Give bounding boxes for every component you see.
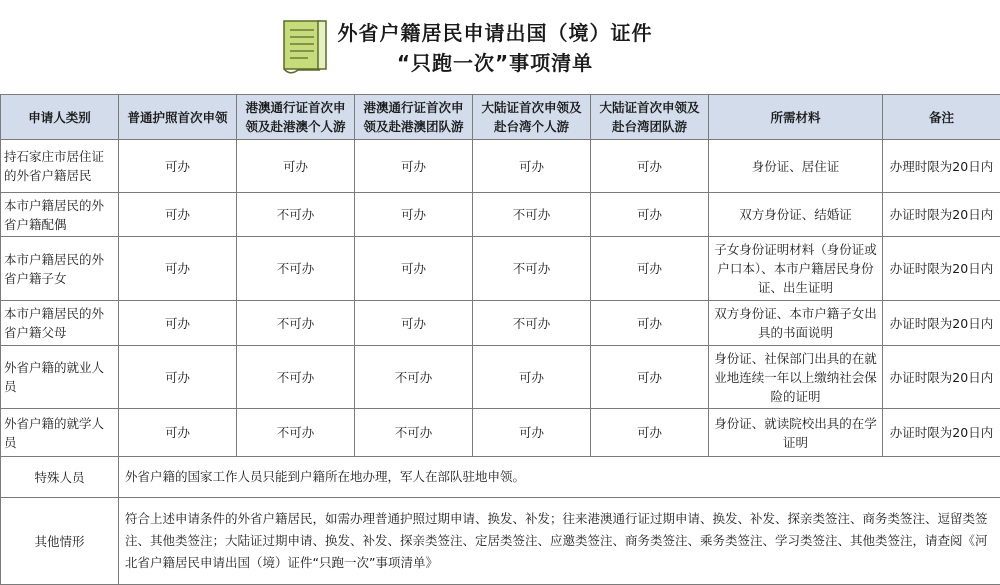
table-cell: 可办	[591, 193, 709, 237]
table-cell: 可办	[119, 237, 237, 301]
table-cell: 可办	[473, 346, 591, 409]
header-materials: 所需材料	[709, 95, 883, 140]
document-scroll-icon	[280, 18, 328, 76]
header-applicant-type: 申请人类别	[1, 95, 119, 140]
materials-cell: 双方身份证、结婚证	[709, 193, 883, 237]
materials-cell: 身份证、社保部门出具的在就业地连续一年以上缴纳社会保险的证明	[709, 346, 883, 409]
table-cell: 不可办	[237, 237, 355, 301]
table-row	[1, 409, 1000, 457]
table-cell: 不可办	[355, 409, 473, 457]
special-personnel-label: 特殊人员	[1, 457, 119, 498]
applicant-type-cell: 外省户籍的就学人员	[1, 409, 119, 457]
table-cell: 可办	[119, 409, 237, 457]
applicant-type-cell: 本市户籍居民的外省户籍配偶	[1, 193, 119, 237]
other-cases-row	[1, 498, 1000, 585]
header-passport: 普通护照首次申领	[119, 95, 237, 140]
table-cell: 可办	[355, 193, 473, 237]
table-row	[1, 301, 1000, 346]
table-row	[1, 140, 1000, 193]
applicant-type-cell: 持石家庄市居住证的外省户籍居民	[1, 140, 119, 193]
page-title: 外省户籍居民申请出国（境）证件	[330, 18, 660, 48]
table-cell: 可办	[237, 140, 355, 193]
table-cell: 可办	[355, 237, 473, 301]
remarks-cell: 办证时限为20日内	[883, 301, 1000, 346]
table-cell: 不可办	[237, 409, 355, 457]
table-cell: 可办	[119, 301, 237, 346]
table-cell: 不可办	[237, 193, 355, 237]
table-cell: 可办	[473, 409, 591, 457]
header-taiwan-individual: 大陆证首次申领及赴台湾个人游	[473, 95, 591, 140]
table-cell: 可办	[591, 409, 709, 457]
requirements-table	[0, 94, 1000, 585]
table-cell: 可办	[473, 140, 591, 193]
page-subtitle: “只跑一次”事项清单	[330, 48, 660, 78]
materials-cell: 子女身份证明材料（身份证或户口本）、本市户籍居民身份证、出生证明	[709, 237, 883, 301]
table-cell: 可办	[119, 193, 237, 237]
table-cell: 可办	[591, 237, 709, 301]
special-personnel-text: 外省户籍的国家工作人员只能到户籍所在地办理，军人在部队驻地申领。	[119, 457, 1000, 498]
applicant-type-cell: 本市户籍居民的外省户籍子女	[1, 237, 119, 301]
remarks-cell: 办证时限为20日内	[883, 346, 1000, 409]
table-cell: 不可办	[473, 301, 591, 346]
materials-cell: 身份证、就读院校出具的在学证明	[709, 409, 883, 457]
table-cell: 不可办	[355, 346, 473, 409]
table-cell: 不可办	[237, 301, 355, 346]
table-cell: 不可办	[473, 193, 591, 237]
table-header-row	[1, 95, 1000, 140]
table-row	[1, 237, 1000, 301]
header-hk-macau-individual: 港澳通行证首次申领及赴港澳个人游	[237, 95, 355, 140]
materials-cell: 双方身份证、本市户籍子女出具的书面说明	[709, 301, 883, 346]
table-cell: 可办	[355, 140, 473, 193]
page-header	[0, 0, 1000, 94]
other-cases-text: 符合上述申请条件的外省户籍居民，如需办理普通护照过期申请、换发、补发；往来港澳通行证过期申请、换发、补发、探亲类签注、商务类签注、逗留类签注、其他类签注；大陆证过期申请、换发、补发、探亲类签注、定居类签注、应邀类签注、商务类签注、乘务类签注、学习类签注、其他类签注，请查阅《河北省户籍居民申请出国（境）证件“只跑一次”事项清单》	[119, 498, 1000, 585]
remarks-cell: 办证时限为20日内	[883, 237, 1000, 301]
header-hk-macau-group: 港澳通行证首次申领及赴港澳团队游	[355, 95, 473, 140]
table-cell: 可办	[591, 301, 709, 346]
table-cell: 可办	[119, 346, 237, 409]
table-cell: 可办	[355, 301, 473, 346]
table-cell: 可办	[119, 140, 237, 193]
table-cell: 可办	[591, 346, 709, 409]
remarks-cell: 办证时限为20日内	[883, 193, 1000, 237]
table-cell: 不可办	[237, 346, 355, 409]
materials-cell: 身份证、居住证	[709, 140, 883, 193]
header-taiwan-group: 大陆证首次申领及赴台湾团队游	[591, 95, 709, 140]
table-row	[1, 346, 1000, 409]
other-cases-label: 其他情形	[1, 498, 119, 585]
remarks-cell: 办理时限为20日内	[883, 140, 1000, 193]
table-cell: 不可办	[473, 237, 591, 301]
header-remarks: 备注	[883, 95, 1000, 140]
remarks-cell: 办证时限为20日内	[883, 409, 1000, 457]
table-cell: 可办	[591, 140, 709, 193]
applicant-type-cell: 外省户籍的就业人员	[1, 346, 119, 409]
special-personnel-row	[1, 457, 1000, 498]
applicant-type-cell: 本市户籍居民的外省户籍父母	[1, 301, 119, 346]
title-block	[330, 18, 660, 78]
table-row	[1, 193, 1000, 237]
